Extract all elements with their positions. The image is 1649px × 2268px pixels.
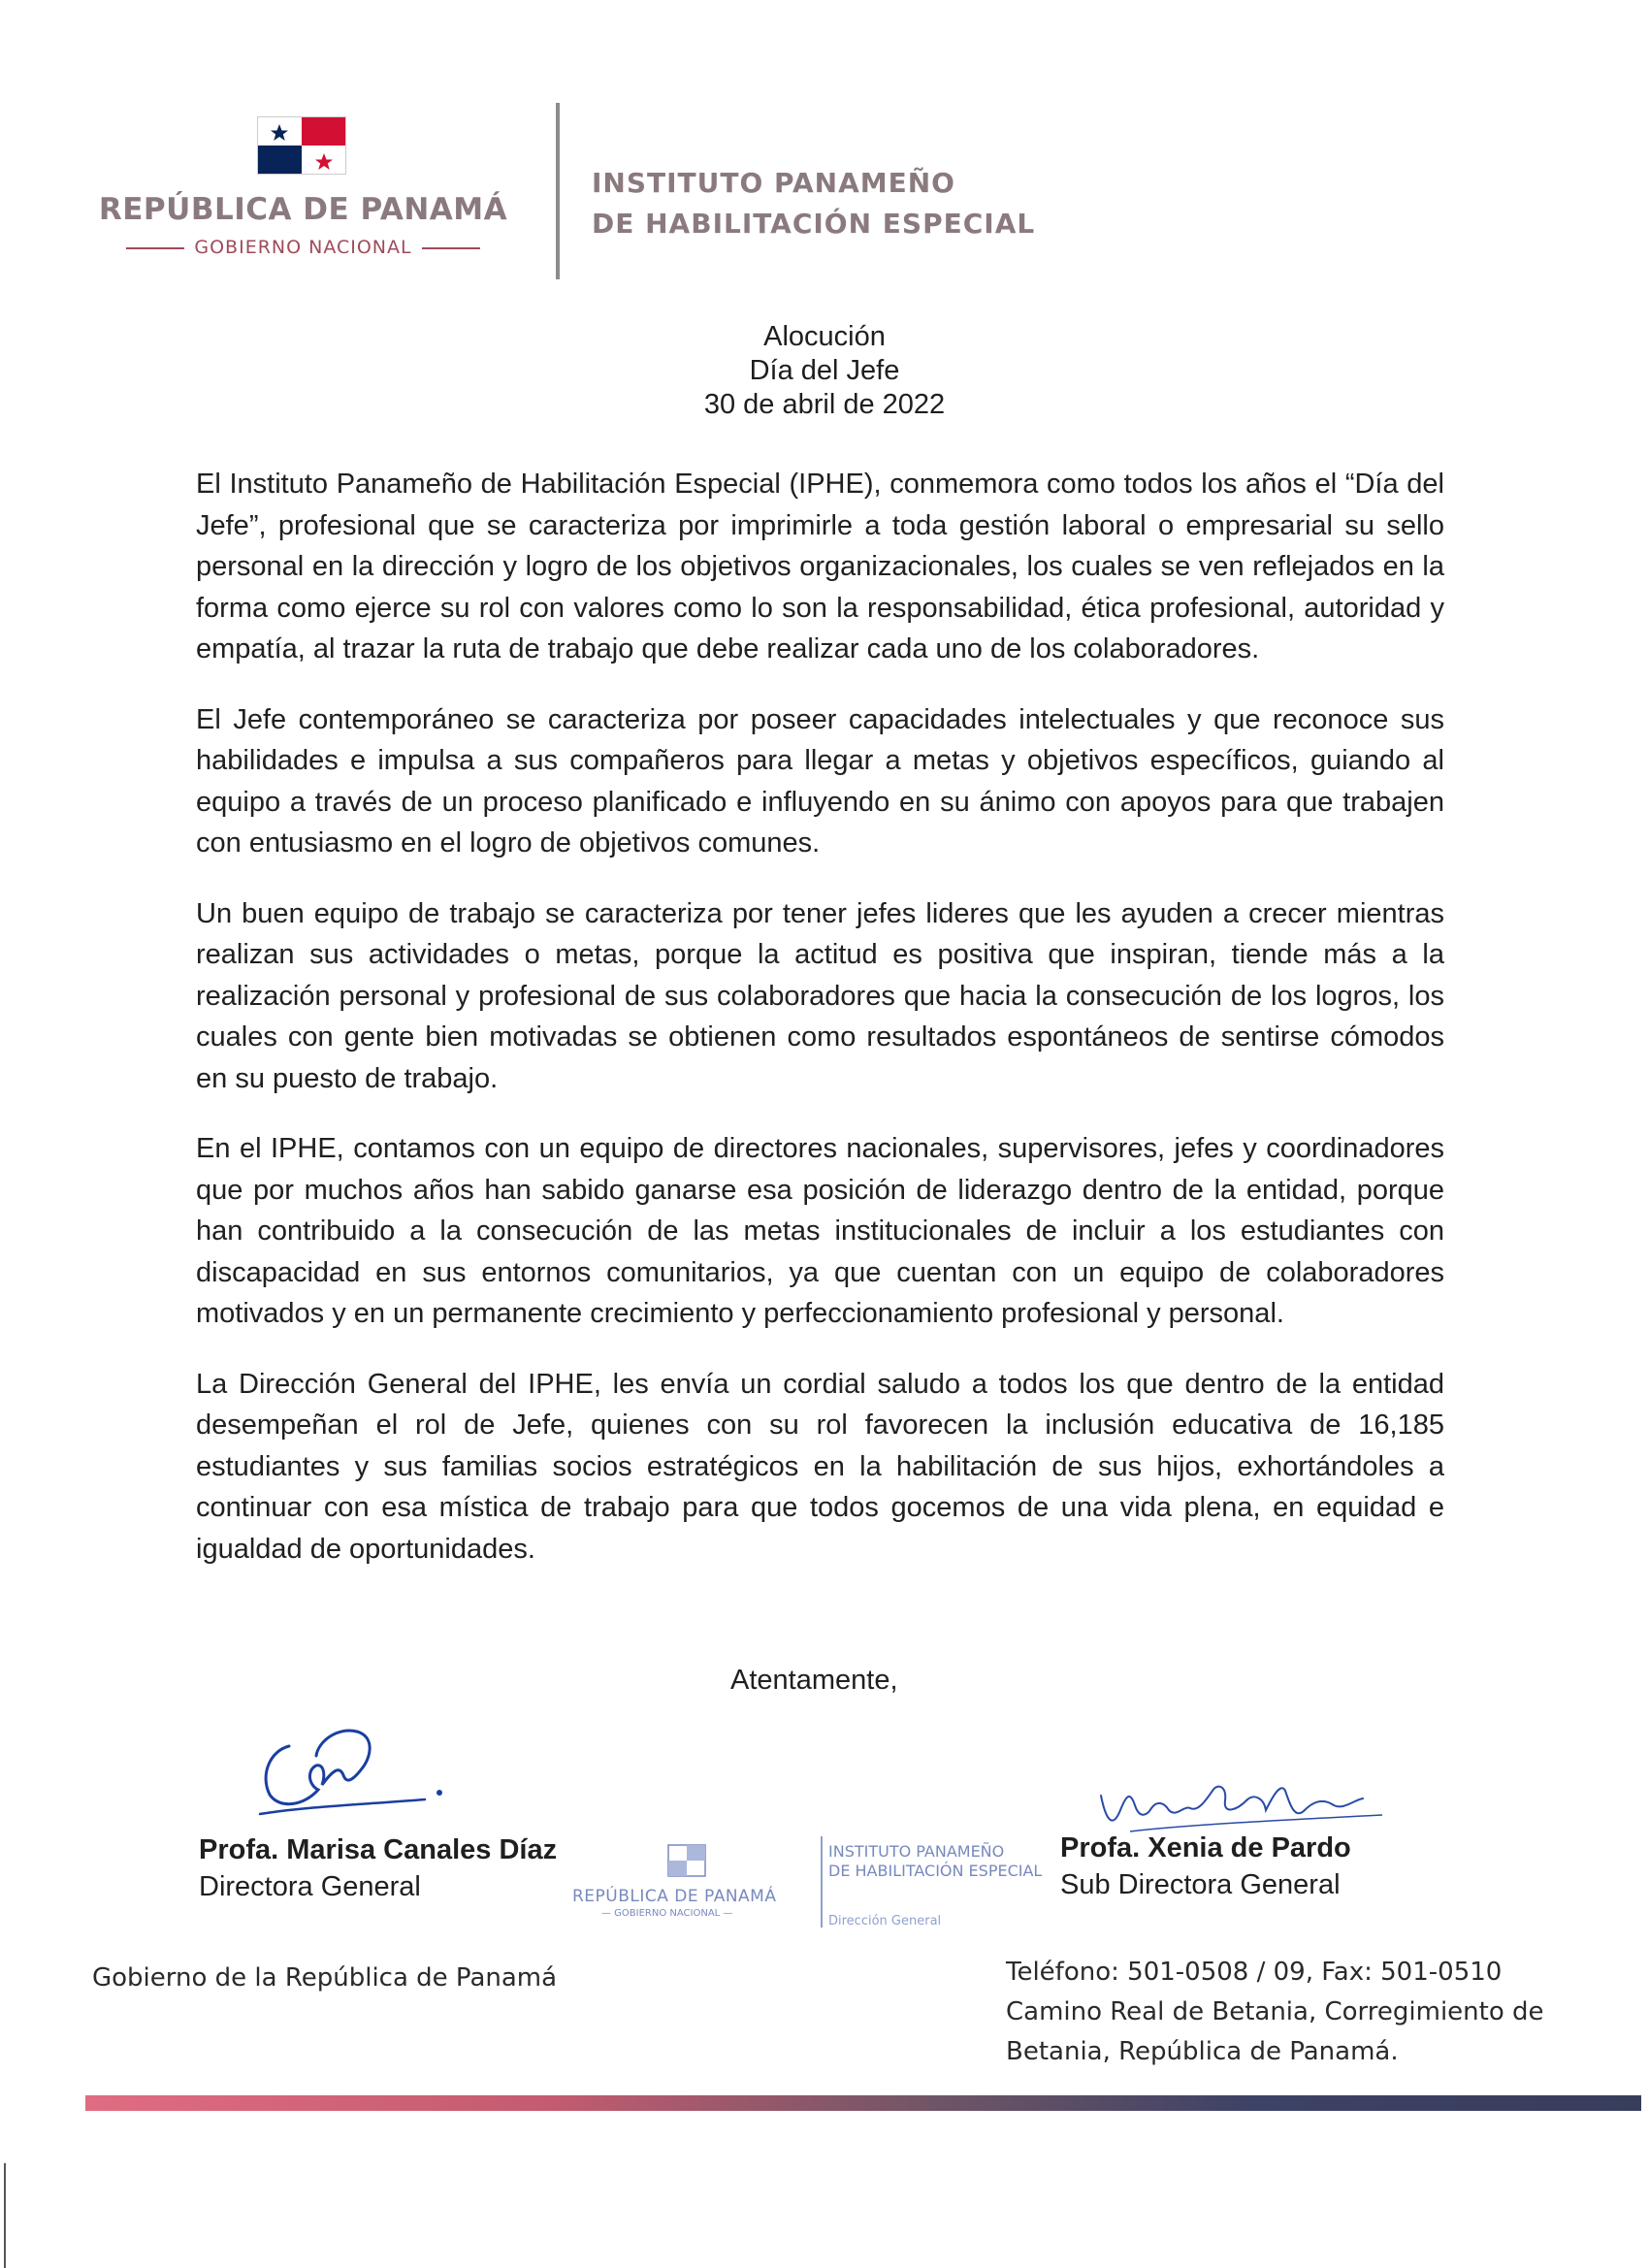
title-line: Alocución [763, 321, 886, 352]
paragraph: El Jefe contemporáneo se caracteriza por poseer capacidades intelectuales y que reconoce sus habilidades e impulsa a sus compañeros para llegar a metas y objetivos específicos, guiando al equipo a través de un proceso planificado e influyendo en su ánimo con apoyos para que trabajen con entusiasmo en el logro de objetivos comunes. [196, 703, 1444, 859]
stamp-department: Dirección General [828, 1914, 942, 1928]
letter-body [196, 464, 1444, 1599]
stamp-institute: INSTITUTO PANAMEÑO DE HABILITACIÓN ESPECIAL [828, 1842, 1043, 1880]
signer-role: Sub Directora General [1060, 1869, 1341, 1900]
paragraph: El Instituto Panameño de Habilitación Especial (IPHE), conmemora como todos los años el “Día del Jefe”, profesional que se caracteriza por imprimirle a toda gestión laboral o empresarial su sello personal en la dirección y logro de los objetivos organizacionales, los cuales se ven reflejados en la forma como ejerce su rol con valores como lo son la responsabilidad, ética profesional, autoridad y empatía, al trazar la ruta de trabajo que debe realizar cada uno de los colaboradores. [196, 469, 1444, 664]
scan-edge-mark [4, 2163, 6, 2268]
panama-flag-logo [257, 116, 346, 175]
government-subtitle: GOBIERNO NACIONAL [82, 237, 524, 258]
footer-phone: Teléfono: 501-0508 / 09, Fax: 501-0510 [1006, 1958, 1503, 1987]
stamp-flag-icon [667, 1844, 706, 1877]
footer-color-bar [85, 2095, 1641, 2111]
paragraph: La Dirección General del IPHE, les envía un cordial saludo a todos los que dentro de la entidad desempeñan el rol de Jefe, quienes con su rol favorecen la inclusión educativa de 16,185 estudiantes y sus familias socios estratégicos en la habilitación de sus hijos, exhortándoles a continuar con esa mística de trabajo para que todos gocemos de una vida plena, en equidad e igualdad de oportunidades. [196, 1368, 1444, 1565]
stamp-gov-name: REPÚBLICA DE PANAMÁ [572, 1887, 777, 1906]
document-title [0, 320, 1649, 422]
signer-name: Profa. Xenia de Pardo [1060, 1832, 1351, 1863]
institute-name: INSTITUTO PANAMEÑO DE HABILITACIÓN ESPECIAL [592, 167, 1036, 240]
closing: Atentamente, [730, 1665, 898, 1696]
signer-role: Directora General [199, 1871, 421, 1902]
stamp-gov-sub: — GOBIERNO NACIONAL — [601, 1908, 733, 1919]
paragraph: Un buen equipo de trabajo se caracteriza por tener jefes lideres que les ayuden a crecer mientras realizan sus actividades o metas, porque la actitud es positiva que inspiran, tiende más a la realización personal y profesional de sus colaboradores que hacia la consecución de los logros, los cuales con gente bien motivadas se obtienen como resultados espontáneos de sentirse cómodos en su puesto de trabajo. [196, 897, 1444, 1094]
title-date: 30 de abril de 2022 [703, 389, 946, 420]
signature-1 [250, 1717, 473, 1824]
signer-director [199, 1831, 557, 1905]
signer-name: Profa. Marisa Canales Díaz [199, 1834, 558, 1865]
signer-subdirector [1060, 1830, 1351, 1903]
title-line: Día del Jefe [749, 355, 900, 386]
footer-contact [1006, 1953, 1544, 2072]
government-name: REPÚBLICA DE PANAMÁ [98, 192, 508, 227]
footer-address: Betania, República de Panamá. [1006, 2037, 1399, 2066]
stamp-divider [821, 1836, 823, 1928]
header-divider [556, 103, 560, 279]
footer-address: Camino Real de Betania, Corregimiento de [1006, 1997, 1544, 2026]
paragraph: En el IPHE, contamos con un equipo de directores nacionales, supervisores, jefes y coordinadores que por muchos años han sabido ganarse esa posición de liderazgo dentro de la entidad, porque han contribuido a la consecución de las metas institucionales de incluir a los estudiantes con discapacidad en sus entornos comunitarios, ya que cuentan con un equipo de colaboradores motivados y en un permanente crecimiento y perfeccionamiento profesional y personal. [196, 1133, 1444, 1329]
official-stamp [572, 1836, 1077, 1933]
footer-government: Gobierno de la República de Panamá [92, 1963, 558, 1993]
